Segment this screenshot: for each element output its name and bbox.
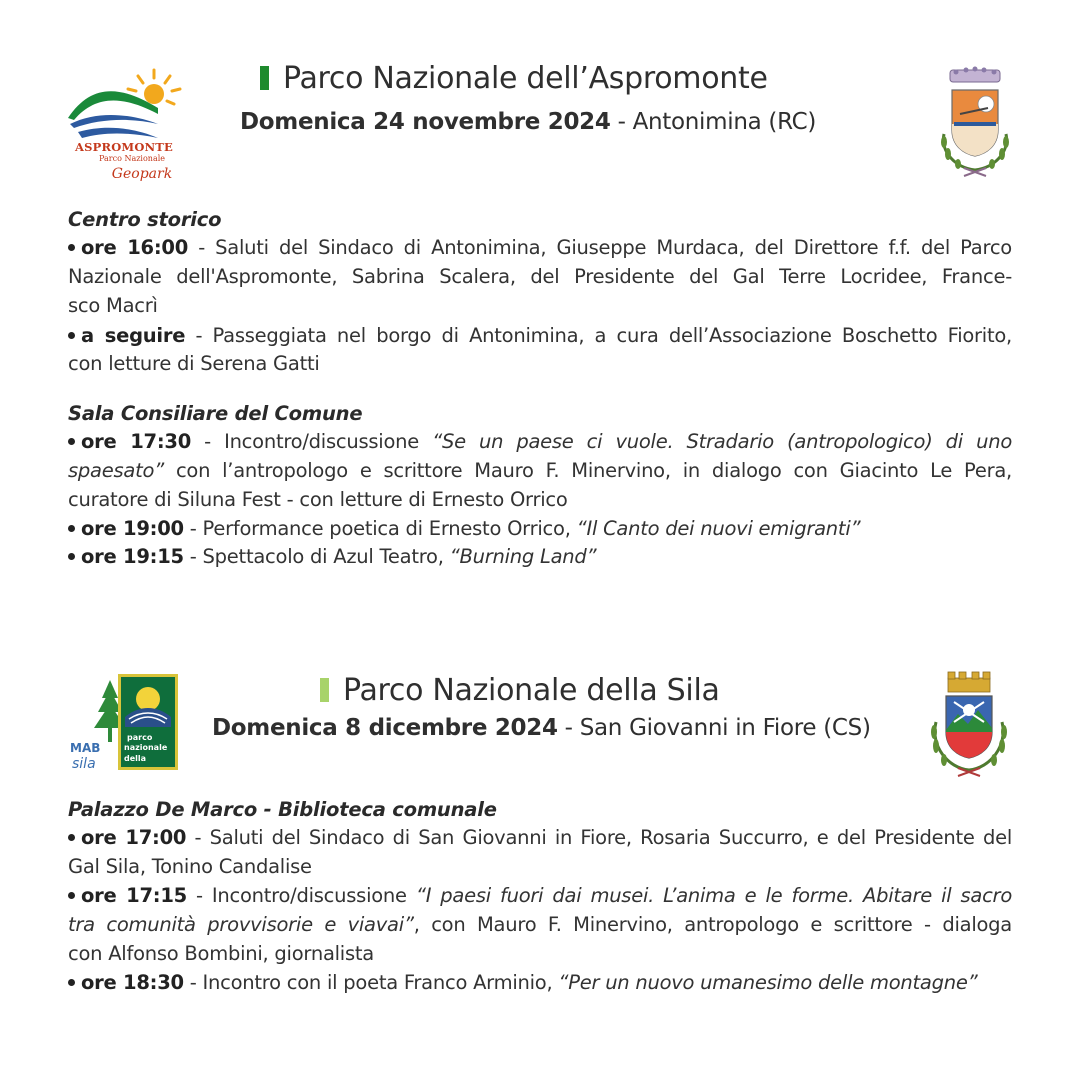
program-line: con letture di Serena Gatti [68, 352, 320, 375]
bullet-icon [68, 553, 75, 560]
title-accent-bar [260, 66, 269, 90]
venue-title: Centro storico [68, 208, 222, 231]
antonimina-coat-of-arms [930, 64, 1020, 182]
program-line: ore 19:15 - Spettacolo di Azul Teatro, “Burning Land” [68, 543, 596, 571]
program-line: ore 17:00 - Saluti del Sindaco di San Giovanni in Fiore, Rosaria Succurro, e del Presidente del [68, 824, 1012, 852]
parco-nazionale-sila-logo: parco nazionale della [118, 674, 178, 770]
program-line: tra comunità provvisorie e viavai”, con Mauro F. Minervino, antropologo e scrittore - dialoga [68, 913, 1012, 936]
tower-crown-icon [948, 672, 990, 692]
program-line: curatore di Siluna Fest - con letture di Ernesto Orrico [68, 488, 568, 511]
program-line: ore 18:30 - Incontro con il poeta Franco Arminio, “Per un nuovo umanesimo delle montagne” [68, 969, 977, 997]
bullet-icon [68, 892, 75, 899]
program-line: ore 17:15 - Incontro/discussione “I paesi fuori dai musei. L’anima e le forme. Abitare il sacro [68, 882, 1012, 910]
program-line: Gal Sila, Tonino Candalise [68, 855, 312, 878]
program-line: ore 19:00 - Performance poetica di Ernesto Orrico, “Il Canto dei nuovi emigranti” [68, 515, 860, 543]
program-line: Nazionale dell'Aspromonte, Sabrina Scalera, del Presidente del Gal Terre Locridee, France- [68, 265, 1012, 288]
event-date: Domenica 24 novembre 2024 - Antonimina (RC) [240, 109, 817, 135]
crown-icon [950, 67, 1000, 83]
event-date: Domenica 8 dicembre 2024 - San Giovanni in Fiore (CS) [212, 715, 871, 741]
program-line: a seguire - Passeggiata nel borgo di Antonimina, a cura dell’Associazione Boschetto Fiorito, [68, 322, 1012, 350]
program-line: con Alfonso Bombini, giornalista [68, 942, 374, 965]
program-line: ore 16:00 - Saluti del Sindaco di Antonimina, Giuseppe Murdaca, del Direttore f.f. del Parco [68, 234, 1012, 262]
program-line: sco Macrì [68, 294, 158, 317]
san-giovanni-in-fiore-coat-of-arms [922, 666, 1016, 778]
bullet-icon [68, 834, 75, 841]
aspromonte-geopark-logo: ASPROMONTE Parco Nazionale Geopark [62, 62, 192, 192]
bullet-icon [68, 244, 75, 251]
program-line: ore 17:30 - Incontro/discussione “Se un paese ci vuole. Stradario (antropologico) di uno [68, 428, 1012, 456]
park-title: Parco Nazionale dell’Aspromonte [260, 62, 768, 96]
svg-text:sila: sila [72, 756, 96, 772]
bullet-icon [68, 525, 75, 532]
park-title: Parco Nazionale della Sila [320, 674, 720, 708]
bullet-icon [68, 332, 75, 339]
venue-title: Sala Consiliare del Comune [68, 402, 363, 425]
svg-text:MAB: MAB [70, 741, 101, 755]
venue-title: Palazzo De Marco - Biblioteca comunale [68, 798, 497, 821]
bullet-icon [68, 979, 75, 986]
bullet-icon [68, 438, 75, 445]
mab-sila-logo [66, 676, 126, 772]
title-accent-bar [320, 678, 329, 702]
program-line: spaesato” con l’antropologo e scrittore Mauro F. Minervino, in dialogo con Giacinto Le Pera, [68, 459, 1012, 482]
